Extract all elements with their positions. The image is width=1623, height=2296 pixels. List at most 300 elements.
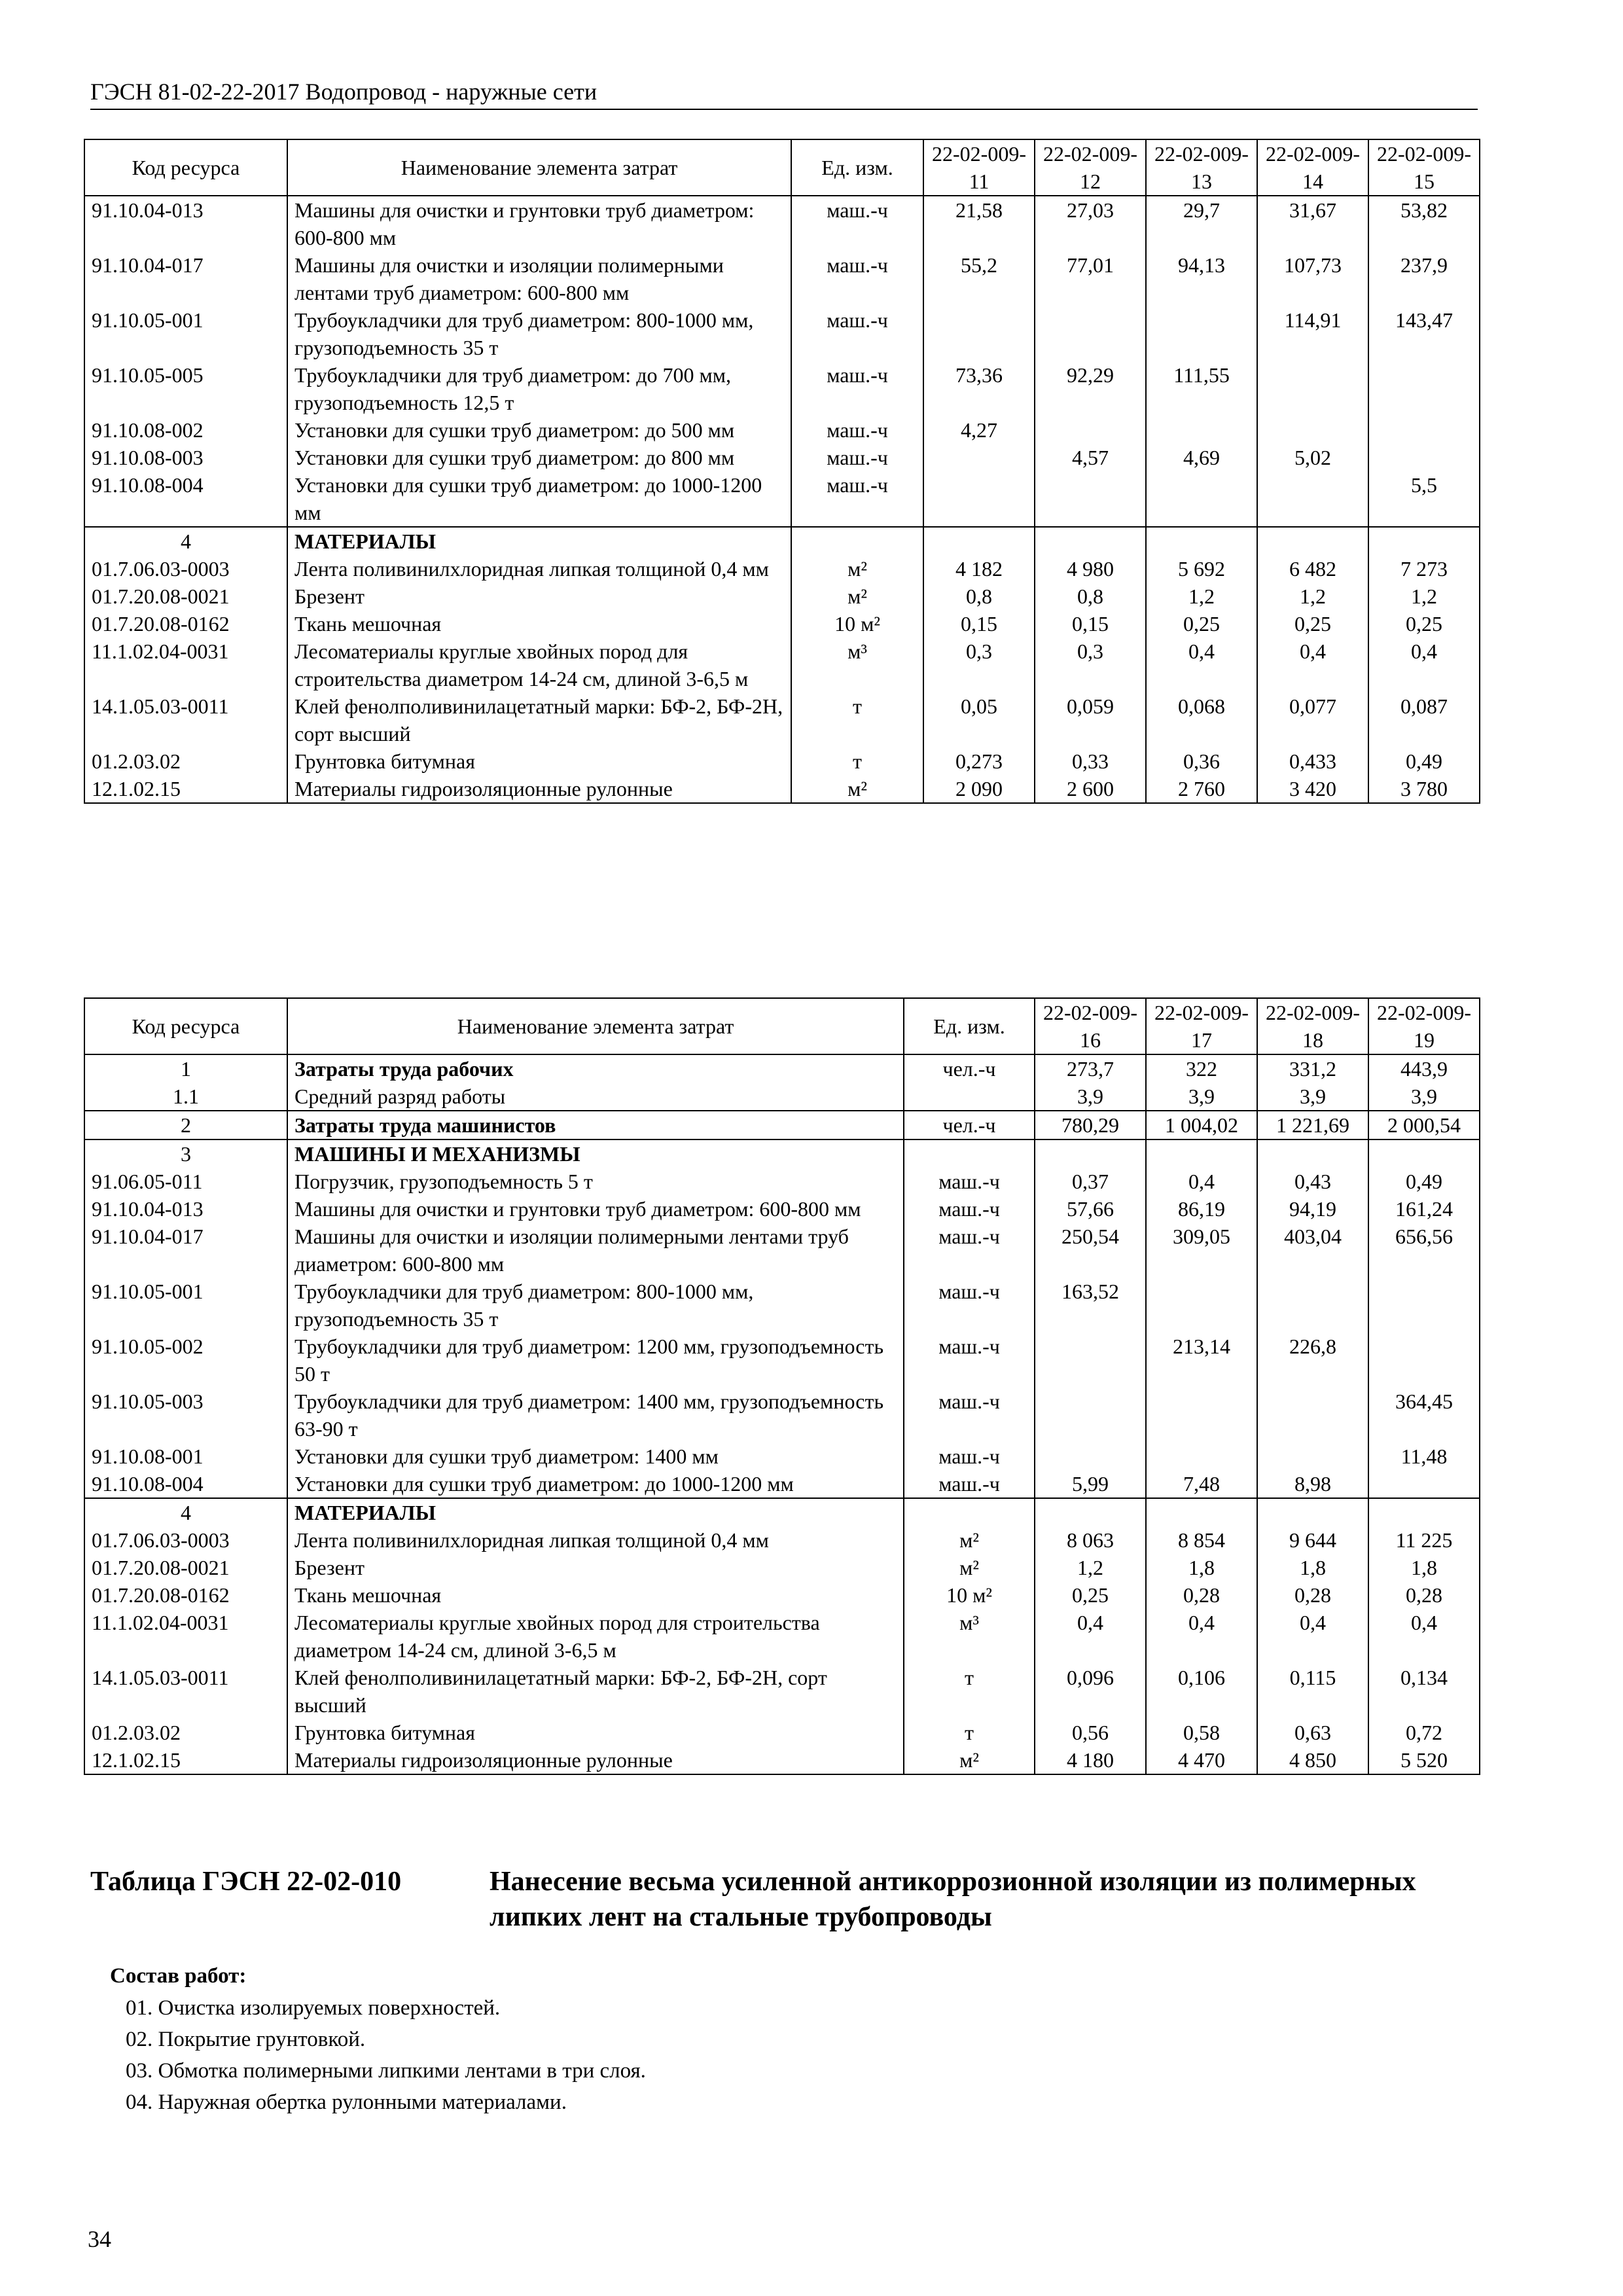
rate-value: 163,52: [1035, 1278, 1146, 1333]
table-row: [84, 747, 1480, 775]
resource-code: 91.10.08-001: [84, 1443, 287, 1470]
resource-name: МАТЕРИАЛЫ: [287, 527, 791, 555]
column-header: Ед. изм.: [791, 139, 923, 196]
column-header-rate-code: 22-02-009-12: [1035, 139, 1146, 196]
rate-value: 114,91: [1257, 306, 1368, 361]
resource-code: 4: [84, 527, 287, 555]
rate-value: 53,82: [1368, 196, 1480, 251]
resource-name: Трубоукладчики для труб диаметром: до 700 мм, грузоподъемность 12,5 т: [287, 361, 791, 416]
rate-value: 0,3: [923, 637, 1035, 692]
table-row: [84, 306, 1480, 361]
rate-value: 2 760: [1146, 775, 1257, 803]
column-header: Ед. изм.: [904, 998, 1035, 1054]
unit-of-measure: маш.-ч: [791, 306, 923, 361]
table-caption-title: Нанесение весьма усиленной антикоррозионной изоляции из полимерных липких лент на стальные трубопроводы: [490, 1867, 1416, 1932]
rate-value: [1368, 444, 1480, 471]
table-row: [84, 1526, 1480, 1554]
resource-code: 91.10.08-004: [84, 471, 287, 527]
rate-value: 0,115: [1257, 1664, 1368, 1719]
section-row: [84, 527, 1480, 555]
resource-name: Материалы гидроизоляционные рулонные: [287, 1746, 904, 1774]
table-header-row: [84, 998, 1480, 1054]
resource-code: 4: [84, 1498, 287, 1526]
work-composition-list: [126, 1992, 646, 2118]
rate-value: 0,4: [1035, 1609, 1146, 1664]
rate-value: 3,9: [1257, 1083, 1368, 1111]
resource-code: 01.7.20.08-0162: [84, 610, 287, 637]
rate-value: 0,4: [1257, 1609, 1368, 1664]
rate-value: 31,67: [1257, 196, 1368, 251]
rate-value: [1257, 416, 1368, 444]
resource-name: Ткань мешочная: [287, 1581, 904, 1609]
resource-code: 91.10.08-004: [84, 1470, 287, 1498]
rate-value: 4 980: [1035, 555, 1146, 583]
resource-name: Установки для сушки труб диаметром: до 1000-1200 мм: [287, 471, 791, 527]
resource-code: 91.10.04-017: [84, 1223, 287, 1278]
rate-value: 0,273: [923, 747, 1035, 775]
rate-value: 226,8: [1257, 1333, 1368, 1388]
rate-value: 443,9: [1368, 1054, 1480, 1083]
column-header-rate-code: 22-02-009-16: [1035, 998, 1146, 1054]
unit-of-measure: маш.-ч: [904, 1195, 1035, 1223]
rate-value: 0,49: [1368, 747, 1480, 775]
table-header: [84, 998, 1480, 1054]
table-caption-code: Таблица ГЭСН 22-02-010: [90, 1867, 402, 1897]
resource-name: Машины для очистки и грунтовки труб диаметром: 600-800 мм: [287, 1195, 904, 1223]
rate-value: [1035, 527, 1146, 555]
resource-code: 91.10.05-005: [84, 361, 287, 416]
column-header: Код ресурса: [84, 998, 287, 1054]
rate-value: 0,36: [1146, 747, 1257, 775]
rate-value: 1 221,69: [1257, 1111, 1368, 1139]
unit-of-measure: м²: [791, 775, 923, 803]
table-row: [84, 775, 1480, 803]
resource-name: Материалы гидроизоляционные рулонные: [287, 775, 791, 803]
table-row: [84, 471, 1480, 527]
rate-value: [1035, 1498, 1146, 1526]
unit-of-measure: м²: [791, 583, 923, 610]
resource-code: 01.7.20.08-0021: [84, 583, 287, 610]
rate-value: 1,8: [1257, 1554, 1368, 1581]
unit-of-measure: м²: [791, 555, 923, 583]
rate-value: 0,58: [1146, 1719, 1257, 1746]
rate-value: 4 180: [1035, 1746, 1146, 1774]
rate-value: 161,24: [1368, 1195, 1480, 1223]
rate-value: 2 600: [1035, 775, 1146, 803]
resource-name: Лента поливинилхлоридная липкая толщиной 0,4 мм: [287, 1526, 904, 1554]
table-row: [84, 444, 1480, 471]
resource-name: Машины для очистки и изоляции полимерными лентами труб диаметром: 600-800 мм: [287, 251, 791, 306]
rate-value: 111,55: [1146, 361, 1257, 416]
rate-value: 0,4: [1146, 1609, 1257, 1664]
rate-value: 7 273: [1368, 555, 1480, 583]
rate-value: [1368, 1498, 1480, 1526]
resource-code: 01.7.06.03-0003: [84, 1526, 287, 1554]
rate-value: [1368, 1333, 1480, 1388]
rate-value: 0,33: [1035, 747, 1146, 775]
rate-value: [1368, 361, 1480, 416]
rate-value: 0,4: [1146, 1168, 1257, 1195]
rate-value: [1257, 361, 1368, 416]
resource-code: 91.10.05-001: [84, 1278, 287, 1333]
section-row: [84, 1498, 1480, 1526]
unit-of-measure: маш.-ч: [904, 1223, 1035, 1278]
rate-value: [1257, 527, 1368, 555]
rate-value: 0,25: [1257, 610, 1368, 637]
column-header: Код ресурса: [84, 139, 287, 196]
table-row: [84, 1278, 1480, 1333]
rate-value: [1146, 1443, 1257, 1470]
resource-code: 01.2.03.02: [84, 1719, 287, 1746]
resource-name: Брезент: [287, 583, 791, 610]
rate-value: 0,4: [1368, 637, 1480, 692]
rate-value: 55,2: [923, 251, 1035, 306]
table-row: [84, 1746, 1480, 1774]
unit-of-measure: м²: [904, 1746, 1035, 1774]
page-number: 34: [88, 2226, 111, 2252]
table-header: [84, 139, 1480, 196]
unit-of-measure: [791, 527, 923, 555]
table-row: [84, 1083, 1480, 1111]
rate-value: 1,2: [1368, 583, 1480, 610]
unit-of-measure: маш.-ч: [904, 1388, 1035, 1443]
resource-name: Установки для сушки труб диаметром: до 800 мм: [287, 444, 791, 471]
resource-name: Грунтовка битумная: [287, 747, 791, 775]
rate-value: 322: [1146, 1054, 1257, 1083]
resource-code: 91.06.05-011: [84, 1168, 287, 1195]
unit-of-measure: т: [791, 692, 923, 747]
column-header-rate-code: 22-02-009-15: [1368, 139, 1480, 196]
rate-value: [1146, 1498, 1257, 1526]
rate-value: 331,2: [1257, 1054, 1368, 1083]
unit-of-measure: маш.-ч: [904, 1333, 1035, 1388]
unit-of-measure: маш.-ч: [904, 1470, 1035, 1498]
rate-value: [1146, 1139, 1257, 1168]
rate-value: 0,4: [1257, 637, 1368, 692]
unit-of-measure: т: [904, 1719, 1035, 1746]
work-item: 02. Покрытие грунтовкой.: [126, 2028, 366, 2051]
rate-value: [1257, 1388, 1368, 1443]
resource-code: 3: [84, 1139, 287, 1168]
rate-value: [1035, 1443, 1146, 1470]
resource-code: 1.1: [84, 1083, 287, 1111]
resource-name: Затраты труда машинистов: [287, 1111, 904, 1139]
resource-name: МАТЕРИАЛЫ: [287, 1498, 904, 1526]
table-row: [84, 1168, 1480, 1195]
resource-code: 01.2.03.02: [84, 747, 287, 775]
rate-value: 8,98: [1257, 1470, 1368, 1498]
table-body: [84, 196, 1480, 803]
rate-value: 94,19: [1257, 1195, 1368, 1223]
rate-value: 273,7: [1035, 1054, 1146, 1083]
rate-value: 5 692: [1146, 555, 1257, 583]
rate-value: 0,087: [1368, 692, 1480, 747]
rate-value: [1257, 1443, 1368, 1470]
work-item: 04. Наружная обертка рулонными материалами.: [126, 2090, 567, 2114]
rate-value: [1035, 1139, 1146, 1168]
resource-code: 91.10.04-013: [84, 1195, 287, 1223]
unit-of-measure: маш.-ч: [791, 251, 923, 306]
column-header-rate-code: 22-02-009-17: [1146, 998, 1257, 1054]
rate-value: 1,8: [1146, 1554, 1257, 1581]
work-item: 01. Очистка изолируемых поверхностей.: [126, 1996, 501, 2020]
rate-value: [1035, 1388, 1146, 1443]
rate-value: 0,28: [1257, 1581, 1368, 1609]
rate-value: [1257, 471, 1368, 527]
rate-value: 0,433: [1257, 747, 1368, 775]
resource-code: 14.1.05.03-0011: [84, 1664, 287, 1719]
resource-code: 91.10.05-003: [84, 1388, 287, 1443]
running-header: ГЭСН 81-02-22-2017 Водопровод - наружные сети: [90, 77, 1478, 110]
resource-name: Лента поливинилхлоридная липкая толщиной 0,4 мм: [287, 555, 791, 583]
table-row: [84, 196, 1480, 251]
rate-value: 94,13: [1146, 251, 1257, 306]
rate-value: 0,15: [1035, 610, 1146, 637]
rate-value: 143,47: [1368, 306, 1480, 361]
resource-name: Установки для сушки труб диаметром: 1400 мм: [287, 1443, 904, 1470]
rate-value: 8 854: [1146, 1526, 1257, 1554]
resource-name: Трубоукладчики для труб диаметром: 800-1000 мм, грузоподъемность 35 т: [287, 306, 791, 361]
rate-value: 364,45: [1368, 1388, 1480, 1443]
rate-value: 6 482: [1257, 555, 1368, 583]
rate-value: [1035, 1333, 1146, 1388]
rate-value: [1368, 1139, 1480, 1168]
unit-of-measure: маш.-ч: [791, 416, 923, 444]
rate-value: [923, 527, 1035, 555]
resource-code: 91.10.04-013: [84, 196, 287, 251]
resource-code: 1: [84, 1054, 287, 1083]
unit-of-measure: маш.-ч: [904, 1443, 1035, 1470]
rate-value: 7,48: [1146, 1470, 1257, 1498]
column-header-rate-code: 22-02-009-19: [1368, 998, 1480, 1054]
resource-code: 01.7.06.03-0003: [84, 555, 287, 583]
rate-value: [1257, 1498, 1368, 1526]
table-header-row: [84, 139, 1480, 196]
resource-name: Лесоматериалы круглые хвойных пород для строительства диаметром 14-24 см, длиной 3-6,5 м: [287, 637, 791, 692]
rate-value: 0,28: [1368, 1581, 1480, 1609]
resource-code: 91.10.05-001: [84, 306, 287, 361]
rate-value: 0,49: [1368, 1168, 1480, 1195]
column-header-rate-code: 22-02-009-11: [923, 139, 1035, 196]
table-row: [84, 1443, 1480, 1470]
resource-name: Машины для очистки и изоляции полимерными лентами труб диаметром: 600-800 мм: [287, 1223, 904, 1278]
section-row: [84, 1054, 1480, 1083]
resource-code: 91.10.05-002: [84, 1333, 287, 1388]
rate-value: 4 470: [1146, 1746, 1257, 1774]
rate-value: [1368, 416, 1480, 444]
rate-value: 1,8: [1368, 1554, 1480, 1581]
rate-value: 0,15: [923, 610, 1035, 637]
resource-code: 01.7.20.08-0021: [84, 1554, 287, 1581]
table-row: [84, 692, 1480, 747]
resource-code: 12.1.02.15: [84, 1746, 287, 1774]
rate-value: 0,25: [1146, 610, 1257, 637]
rate-value: 3 780: [1368, 775, 1480, 803]
rate-value: 86,19: [1146, 1195, 1257, 1223]
rate-value: 4,57: [1035, 444, 1146, 471]
rate-value: 2 000,54: [1368, 1111, 1480, 1139]
table-row: [84, 1719, 1480, 1746]
resource-name: Затраты труда рабочих: [287, 1054, 904, 1083]
table-row: [84, 251, 1480, 306]
rate-value: [1146, 1278, 1257, 1333]
rate-value: 4,27: [923, 416, 1035, 444]
rate-value: 21,58: [923, 196, 1035, 251]
rate-value: 0,72: [1368, 1719, 1480, 1746]
rate-value: 1,2: [1035, 1554, 1146, 1581]
resource-code: 2: [84, 1111, 287, 1139]
rate-value: [1257, 1278, 1368, 1333]
table-row: [84, 361, 1480, 416]
resource-code: 11.1.02.04-0031: [84, 637, 287, 692]
rate-value: 1,2: [1146, 583, 1257, 610]
resource-name: Ткань мешочная: [287, 610, 791, 637]
rate-value: [1368, 1470, 1480, 1498]
resource-code: 91.10.04-017: [84, 251, 287, 306]
table-row: [84, 555, 1480, 583]
table-row: [84, 416, 1480, 444]
unit-of-measure: м²: [904, 1526, 1035, 1554]
table-row: [84, 583, 1480, 610]
unit-of-measure: 10 м²: [791, 610, 923, 637]
table-row: [84, 1333, 1480, 1388]
rate-value: 4 182: [923, 555, 1035, 583]
resource-name: МАШИНЫ И МЕХАНИЗМЫ: [287, 1139, 904, 1168]
rate-value: 3,9: [1146, 1083, 1257, 1111]
rate-value: [1368, 1278, 1480, 1333]
rate-value: 0,25: [1368, 610, 1480, 637]
unit-of-measure: маш.-ч: [904, 1168, 1035, 1195]
rate-value: 92,29: [1035, 361, 1146, 416]
rate-value: 0,4: [1368, 1609, 1480, 1664]
unit-of-measure: м³: [904, 1609, 1035, 1664]
rate-value: [1146, 306, 1257, 361]
resource-code: 12.1.02.15: [84, 775, 287, 803]
unit-of-measure: 10 м²: [904, 1581, 1035, 1609]
rate-value: 237,9: [1368, 251, 1480, 306]
unit-of-measure: т: [904, 1664, 1035, 1719]
rate-value: 77,01: [1035, 251, 1146, 306]
table-row: [84, 1664, 1480, 1719]
rate-value: 11 225: [1368, 1526, 1480, 1554]
resource-name: Установки для сушки труб диаметром: до 1000-1200 мм: [287, 1470, 904, 1498]
unit-of-measure: маш.-ч: [904, 1278, 1035, 1333]
unit-of-measure: т: [791, 747, 923, 775]
rate-value: 0,63: [1257, 1719, 1368, 1746]
unit-of-measure: маш.-ч: [791, 361, 923, 416]
rate-value: [1368, 527, 1480, 555]
rate-value: [1146, 416, 1257, 444]
rate-value: 27,03: [1035, 196, 1146, 251]
rate-value: 11,48: [1368, 1443, 1480, 1470]
rate-value: 5,99: [1035, 1470, 1146, 1498]
rate-value: [923, 306, 1035, 361]
resource-name: Лесоматериалы круглые хвойных пород для строительства диаметром 14-24 см, длиной 3-6,5 м: [287, 1609, 904, 1664]
unit-of-measure: м³: [791, 637, 923, 692]
rate-value: 0,28: [1146, 1581, 1257, 1609]
unit-of-measure: [904, 1139, 1035, 1168]
work-composition-heading: Состав работ:: [110, 1964, 247, 1988]
table-row: [84, 637, 1480, 692]
resource-name: Клей фенолполивинилацетатный марки: БФ-2, БФ-2Н, сорт высший: [287, 692, 791, 747]
section-row: [84, 1139, 1480, 1168]
rate-value: 0,8: [923, 583, 1035, 610]
rate-value: 5,5: [1368, 471, 1480, 527]
resource-name: Трубоукладчики для труб диаметром: 1400 мм, грузоподъемность 63-90 т: [287, 1388, 904, 1443]
rate-value: 0,37: [1035, 1168, 1146, 1195]
rate-value: 780,29: [1035, 1111, 1146, 1139]
rate-value: [1035, 416, 1146, 444]
unit-of-measure: маш.-ч: [791, 471, 923, 527]
rate-value: 8 063: [1035, 1526, 1146, 1554]
resource-code: 11.1.02.04-0031: [84, 1609, 287, 1664]
resource-code: 14.1.05.03-0011: [84, 692, 287, 747]
rate-value: [1146, 471, 1257, 527]
section-row: [84, 1111, 1480, 1139]
rate-value: 5 520: [1368, 1746, 1480, 1774]
rate-value: 1 004,02: [1146, 1111, 1257, 1139]
rate-value: 0,8: [1035, 583, 1146, 610]
rate-value: 0,05: [923, 692, 1035, 747]
table-row: [84, 1581, 1480, 1609]
resource-name: Установки для сушки труб диаметром: до 500 мм: [287, 416, 791, 444]
table-row: [84, 1554, 1480, 1581]
resource-name: Средний разряд работы: [287, 1083, 904, 1111]
work-item: 03. Обмотка полимерными липкими лентами в три слоя.: [126, 2059, 646, 2083]
column-header: Наименование элемента затрат: [287, 998, 904, 1054]
unit-of-measure: маш.-ч: [791, 196, 923, 251]
resource-name: Трубоукладчики для труб диаметром: 800-1000 мм, грузоподъемность 35 т: [287, 1278, 904, 1333]
rate-value: [923, 444, 1035, 471]
rate-value: 250,54: [1035, 1223, 1146, 1278]
resource-name: Клей фенолполивинилацетатный марки: БФ-2, БФ-2Н, сорт высший: [287, 1664, 904, 1719]
rate-value: 0,25: [1035, 1581, 1146, 1609]
unit-of-measure: [904, 1083, 1035, 1111]
resource-table-009-11-15: [84, 139, 1480, 804]
rate-value: 213,14: [1146, 1333, 1257, 1388]
resource-name: Машины для очистки и грунтовки труб диаметром: 600-800 мм: [287, 196, 791, 251]
rate-value: 0,43: [1257, 1168, 1368, 1195]
table-row: [84, 610, 1480, 637]
table-row: [84, 1195, 1480, 1223]
column-header: Наименование элемента затрат: [287, 139, 791, 196]
table-row: [84, 1388, 1480, 1443]
unit-of-measure: чел.-ч: [904, 1111, 1035, 1139]
rate-value: 5,02: [1257, 444, 1368, 471]
rate-value: [923, 471, 1035, 527]
rate-value: [1035, 471, 1146, 527]
resource-code: 91.10.08-003: [84, 444, 287, 471]
unit-of-measure: маш.-ч: [791, 444, 923, 471]
column-header-rate-code: 22-02-009-13: [1146, 139, 1257, 196]
rate-value: 0,4: [1146, 637, 1257, 692]
resource-table-009-16-19: [84, 997, 1480, 1775]
resource-name: Брезент: [287, 1554, 904, 1581]
rate-value: 656,56: [1368, 1223, 1480, 1278]
rate-value: 0,059: [1035, 692, 1146, 747]
table-body: [84, 1054, 1480, 1774]
table-row: [84, 1470, 1480, 1498]
rate-value: 29,7: [1146, 196, 1257, 251]
unit-of-measure: чел.-ч: [904, 1054, 1035, 1083]
rate-value: 73,36: [923, 361, 1035, 416]
rate-value: [1035, 306, 1146, 361]
rate-value: 4 850: [1257, 1746, 1368, 1774]
rate-value: 1,2: [1257, 583, 1368, 610]
rate-value: 4,69: [1146, 444, 1257, 471]
rate-value: 0,077: [1257, 692, 1368, 747]
column-header-rate-code: 22-02-009-18: [1257, 998, 1368, 1054]
